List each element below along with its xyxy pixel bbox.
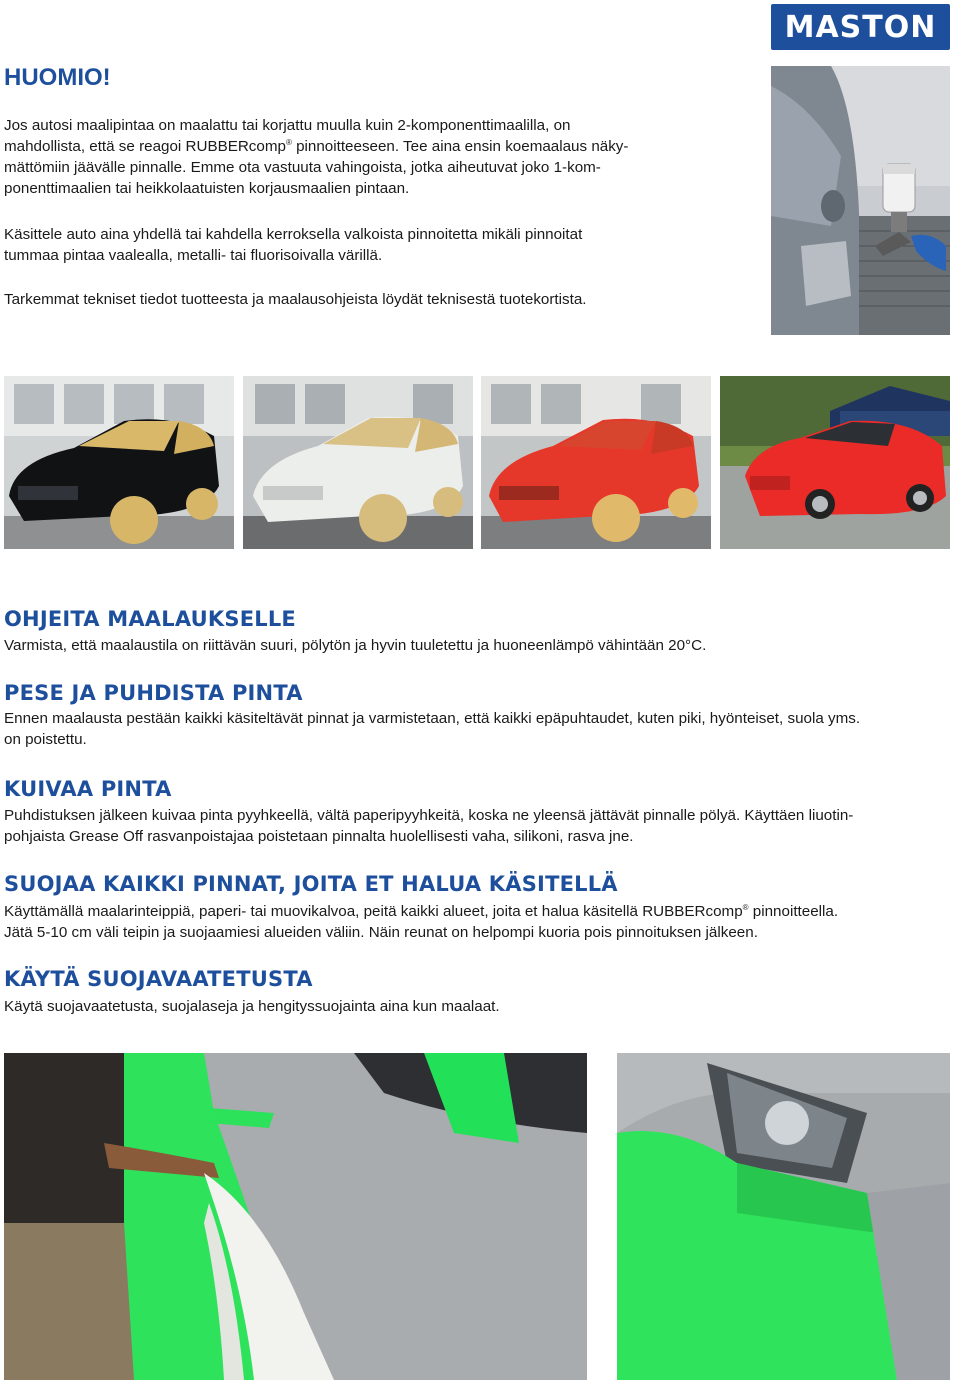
warning-paragraph-3: Tarkemmat tekniset tiedot tuotteesta ja maalausohjeista löydät teknisestä tuotekortista. xyxy=(4,291,587,308)
finished-red-car-photo xyxy=(720,376,950,549)
section-line: Käyttämällä maalarinteippiä, paperi- tai muovikalvoa, peitä kaikki alueet, joita et halua käsitellä RUBBERcomp® pinnoitteella. xyxy=(4,902,839,920)
section-line: Jätä 5-10 cm väli teipin ja suojaamiesi alueiden väliin. Näin reunat on helpompi kuoria pois pinnoituksen jälkeen. xyxy=(4,924,758,941)
warning-line: Käsittele auto aina yhdellä tai kahdella kerroksella valkoista pinnoitetta mikäli pinnoitat xyxy=(4,226,583,243)
warning-line: mättömiin jäävälle pinnalle. Emme ota vastuuta vahingoista, jotka aiheutuvat joko 1-kom- xyxy=(4,159,601,176)
section-line: pohjaista Grease Off rasvanpoistajaa poistetaan pinnalta huolellisesti vaha, silikoni, rasva jne. xyxy=(4,828,634,845)
section-title: PESE JA PUHDISTA PINTA xyxy=(4,681,303,705)
peeling-coating-photo xyxy=(4,1053,587,1380)
section-title: OHJEITA MAALAUKSELLE xyxy=(4,607,296,631)
section-text: Käytä suojavaatetusta, suojalaseja ja hengityssuojainta aina kun maalaat. xyxy=(4,998,500,1015)
warning-line: mahdollista, että se reagoi RUBBERcomp® pinnoitteeseen. Tee aina ensin koemaalaus näky- xyxy=(4,137,629,155)
warning-line: tummaa pintaa vaalealla, metalli- tai fluorisoivalla värillä. xyxy=(4,247,383,264)
section-line: Puhdistuksen jälkeen kuivaa pinta pyyhkeellä, vältä paperipyyhkeitä, koska ne yleensä jättävät pinnalle pölyä. Käyttäen liuotin- xyxy=(4,807,854,824)
section-text xyxy=(4,805,959,847)
section-text xyxy=(4,901,959,943)
warning-paragraph-2 xyxy=(4,224,749,266)
section-title: KUIVAA PINTA xyxy=(4,777,172,801)
red-painted-car-photo xyxy=(481,376,711,549)
white-primed-car-photo xyxy=(243,376,473,549)
headlight-coating-photo xyxy=(617,1053,950,1380)
warning-line: ponenttimaalien tai heikkolaatuisten korjausmaalien pintaan. xyxy=(4,180,410,197)
section-line: Ennen maalausta pestään kaikki käsiteltävät pinnat ja varmistetaan, että kaikki epäpuhtaudet, kuten piki, hyönteiset, suola yms. xyxy=(4,710,861,727)
section-line: on poistettu. xyxy=(4,731,87,748)
maston-logo: MASTON xyxy=(771,4,950,50)
spray-painting-photo xyxy=(771,66,950,335)
section-title: SUOJAA KAIKKI PINNAT, JOITA ET HALUA KÄSITELLÄ xyxy=(4,872,618,896)
section-text: Varmista, että maalaustila on riittävän suuri, pölytön ja hyvin tuuletettu ja huoneenlämpö vähintään 20°C. xyxy=(4,637,707,654)
section-text xyxy=(4,708,959,750)
black-car-masked-photo xyxy=(4,376,234,549)
warning-title: HUOMIO! xyxy=(4,64,111,91)
section-title: KÄYTÄ SUOJAVAATETUSTA xyxy=(4,967,313,991)
warning-paragraph-1 xyxy=(4,115,749,199)
warning-line: Jos autosi maalipintaa on maalattu tai korjattu muulla kuin 2-komponenttimaalilla, on xyxy=(4,117,571,134)
